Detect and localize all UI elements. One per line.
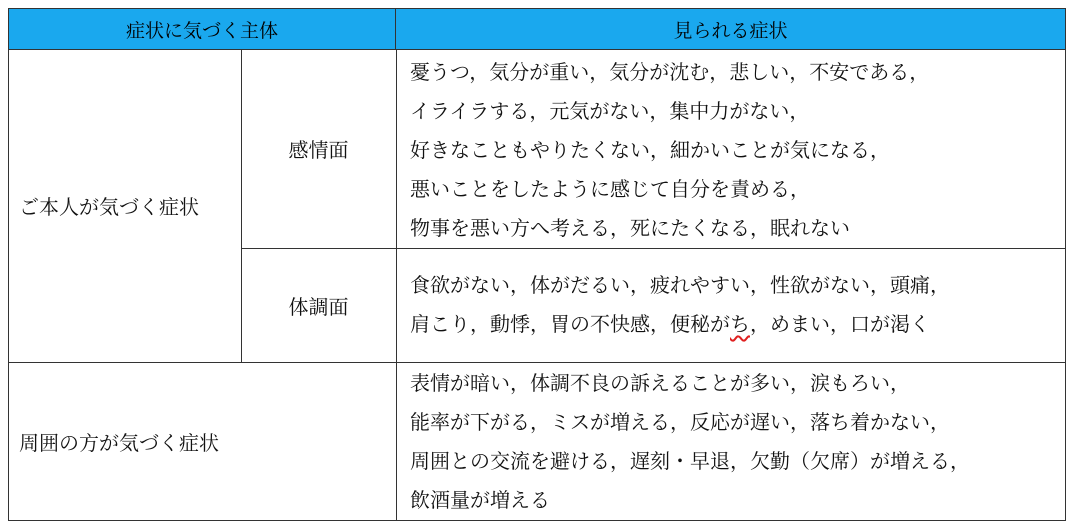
symptom-line: 周囲との交流を避ける，遅刻・早退，欠勤（欠席）が増える， [410, 449, 970, 473]
header-subject: 症状に気づく主体 [9, 9, 396, 49]
symptom-line: 物事を悪い方へ考える，死にたくなる，眠れない [410, 216, 850, 240]
symptom-text: ，めまい，口が渇く [750, 312, 930, 336]
symptom-line: イライラする，元気がない，集中力がない， [410, 99, 810, 123]
self-noticed-label: ご本人が気づく症状 [19, 195, 199, 219]
column-divider [396, 49, 397, 520]
physical-label: 体調面 [288, 295, 349, 319]
emotional-symptoms [410, 53, 1060, 248]
others-noticed-label: 周囲の方が気づく症状 [19, 431, 219, 455]
physical-symptoms [410, 266, 1060, 344]
symptom-line: 好きなこともやりたくない，細かいことが気になる， [410, 138, 890, 162]
spellcheck-marked-text: ち [730, 312, 750, 336]
header-symptoms: 見られる症状 [396, 9, 1065, 49]
symptom-line: 表情が暗い，体調不良の訴えることが多い，涙もろい， [410, 371, 910, 395]
emotional-label: 感情面 [288, 138, 349, 162]
symptom-line: 悪いことをしたように感じて自分を責める， [410, 177, 810, 201]
symptom-line: 飲酒量が増える [410, 488, 550, 512]
symptom-line [410, 305, 1060, 344]
symptom-line: 食欲がない，体がだるい，疲れやすい，性欲がない，頭痛， [410, 273, 950, 297]
symptom-table [8, 8, 1066, 521]
symptom-text: 肩こり，動悸，胃の不快感，便秘が [410, 312, 730, 336]
others-symptoms [410, 364, 1060, 520]
symptom-line: 能率が下がる，ミスが増える，反応が遅い，落ち着かない， [410, 410, 950, 434]
symptom-line: 憂うつ，気分が重い，気分が沈む，悲しい，不安である， [410, 60, 930, 84]
